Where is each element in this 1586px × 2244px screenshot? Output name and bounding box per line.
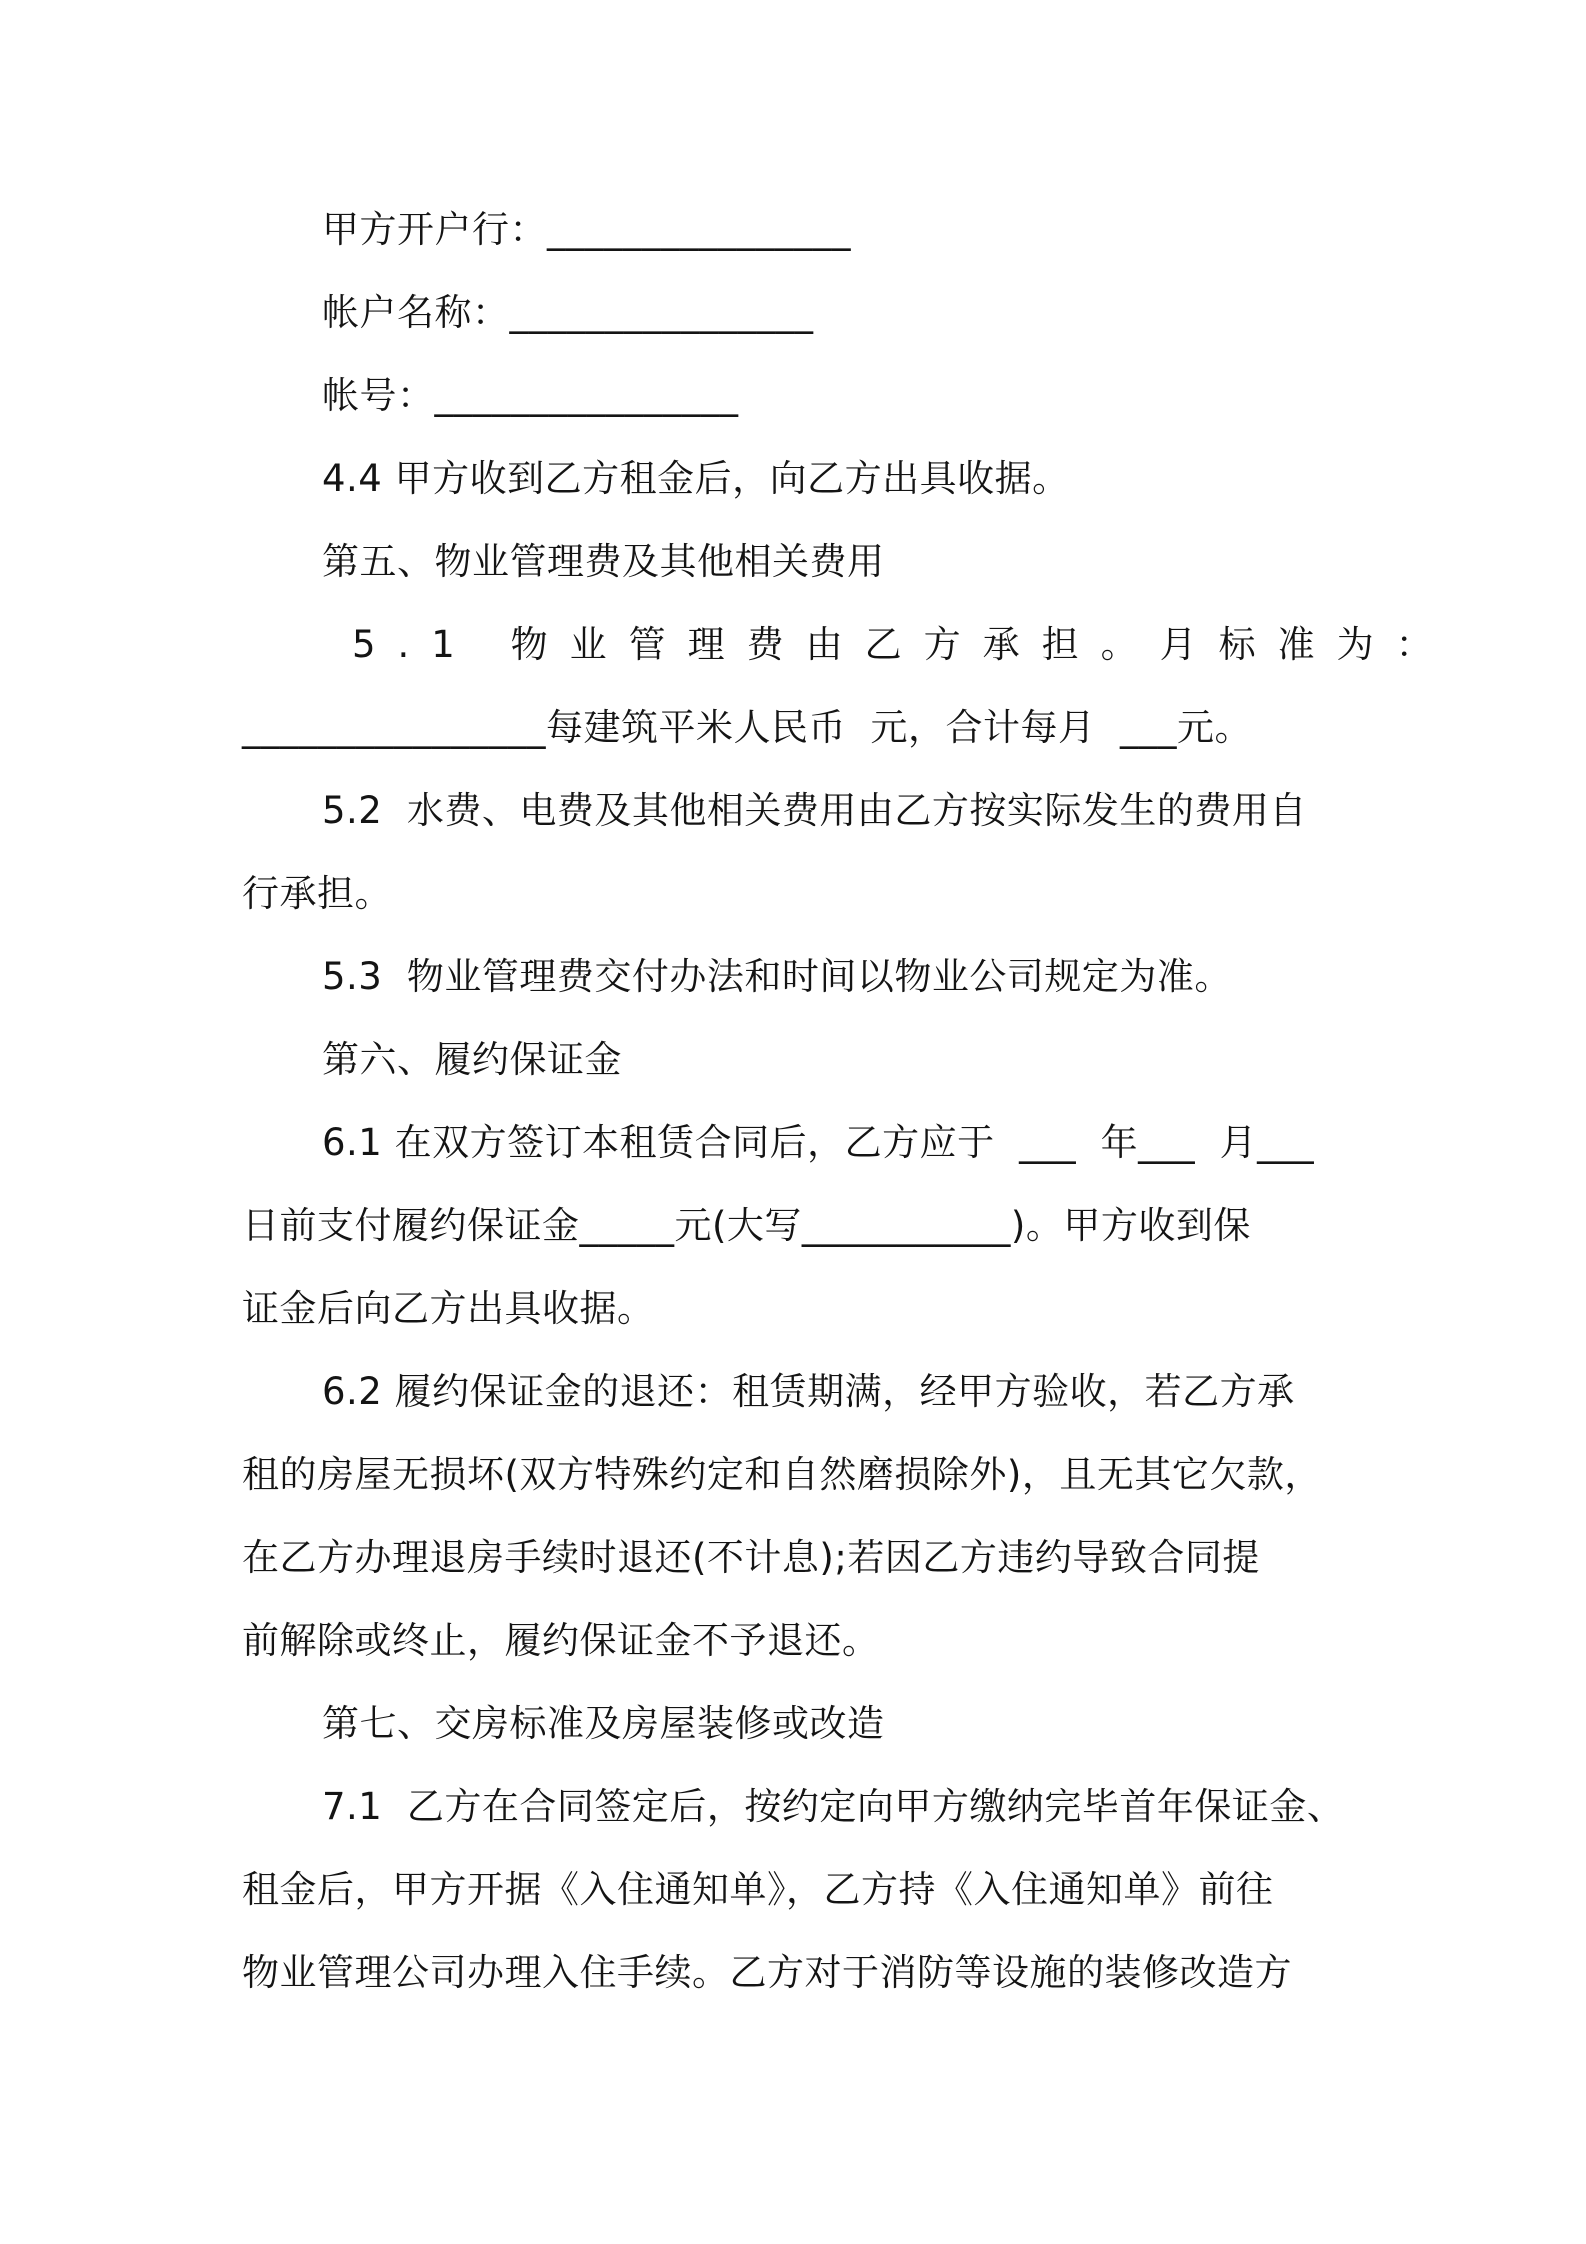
section-5-heading: 第五、物业管理费及其他相关费用 <box>322 540 885 583</box>
clause-5-3: 5.3 物业管理费交付办法和时间以物业公司规定为准。 <box>322 955 1232 998</box>
bank-name-line: 甲方开户行：________________ <box>322 208 851 251</box>
clause-5-2-line-2: 行承担。 <box>242 872 392 915</box>
clause-6-2-line-4: 前解除或终止，履约保证金不予退还。 <box>242 1619 880 1662</box>
clause-7-1-line-1: 7.1 乙方在合同签定后，按约定向甲方缴纳完毕首年保证金、 <box>322 1785 1345 1828</box>
clause-6-2-line-2: 租的房屋无损坏(双方特殊约定和自然磨损除外)，且无其它欠款， <box>242 1453 1322 1496</box>
clause-6-1-line-1: 6.1 在双方签订本租赁合同后，乙方应于 ___ 年___ 月___ <box>322 1121 1315 1164</box>
clause-6-1-line-3: 证金后向乙方出具收据。 <box>242 1287 655 1330</box>
clause-5-1-line-1: 5.1 物业管理费由乙方承担。月标准为： <box>352 623 1455 666</box>
clause-7-1-line-3: 物业管理公司办理入住手续。乙方对于消防等设施的装修改造方 <box>242 1951 1292 1994</box>
clause-7-1-line-2: 租金后，甲方开据《入住通知单》，乙方持《入住通知单》前往 <box>242 1868 1274 1911</box>
clause-6-2-line-3: 在乙方办理退房手续时退还(不计息);若因乙方违约导致合同提 <box>242 1536 1260 1579</box>
clause-6-1-line-2: 日前支付履约保证金_____元(大写___________)。甲方收到保 <box>242 1204 1251 1247</box>
section-6-heading: 第六、履约保证金 <box>322 1038 622 1081</box>
clause-4-4: 4.4 甲方收到乙方租金后，向乙方出具收据。 <box>322 457 1070 500</box>
account-number-line: 帐号：________________ <box>322 374 739 417</box>
account-name-line: 帐户名称：________________ <box>322 291 814 334</box>
clause-5-1-line-2: ________________每建筑平米人民币 元，合计每月 ___元。 <box>242 706 1253 749</box>
clause-5-2-line-1: 5.2 水费、电费及其他相关费用由乙方按实际发生的费用自 <box>322 789 1307 832</box>
clause-6-2-line-1: 6.2 履约保证金的退还：租赁期满，经甲方验收，若乙方承 <box>322 1370 1295 1413</box>
section-7-heading: 第七、交房标准及房屋装修或改造 <box>322 1702 885 1745</box>
